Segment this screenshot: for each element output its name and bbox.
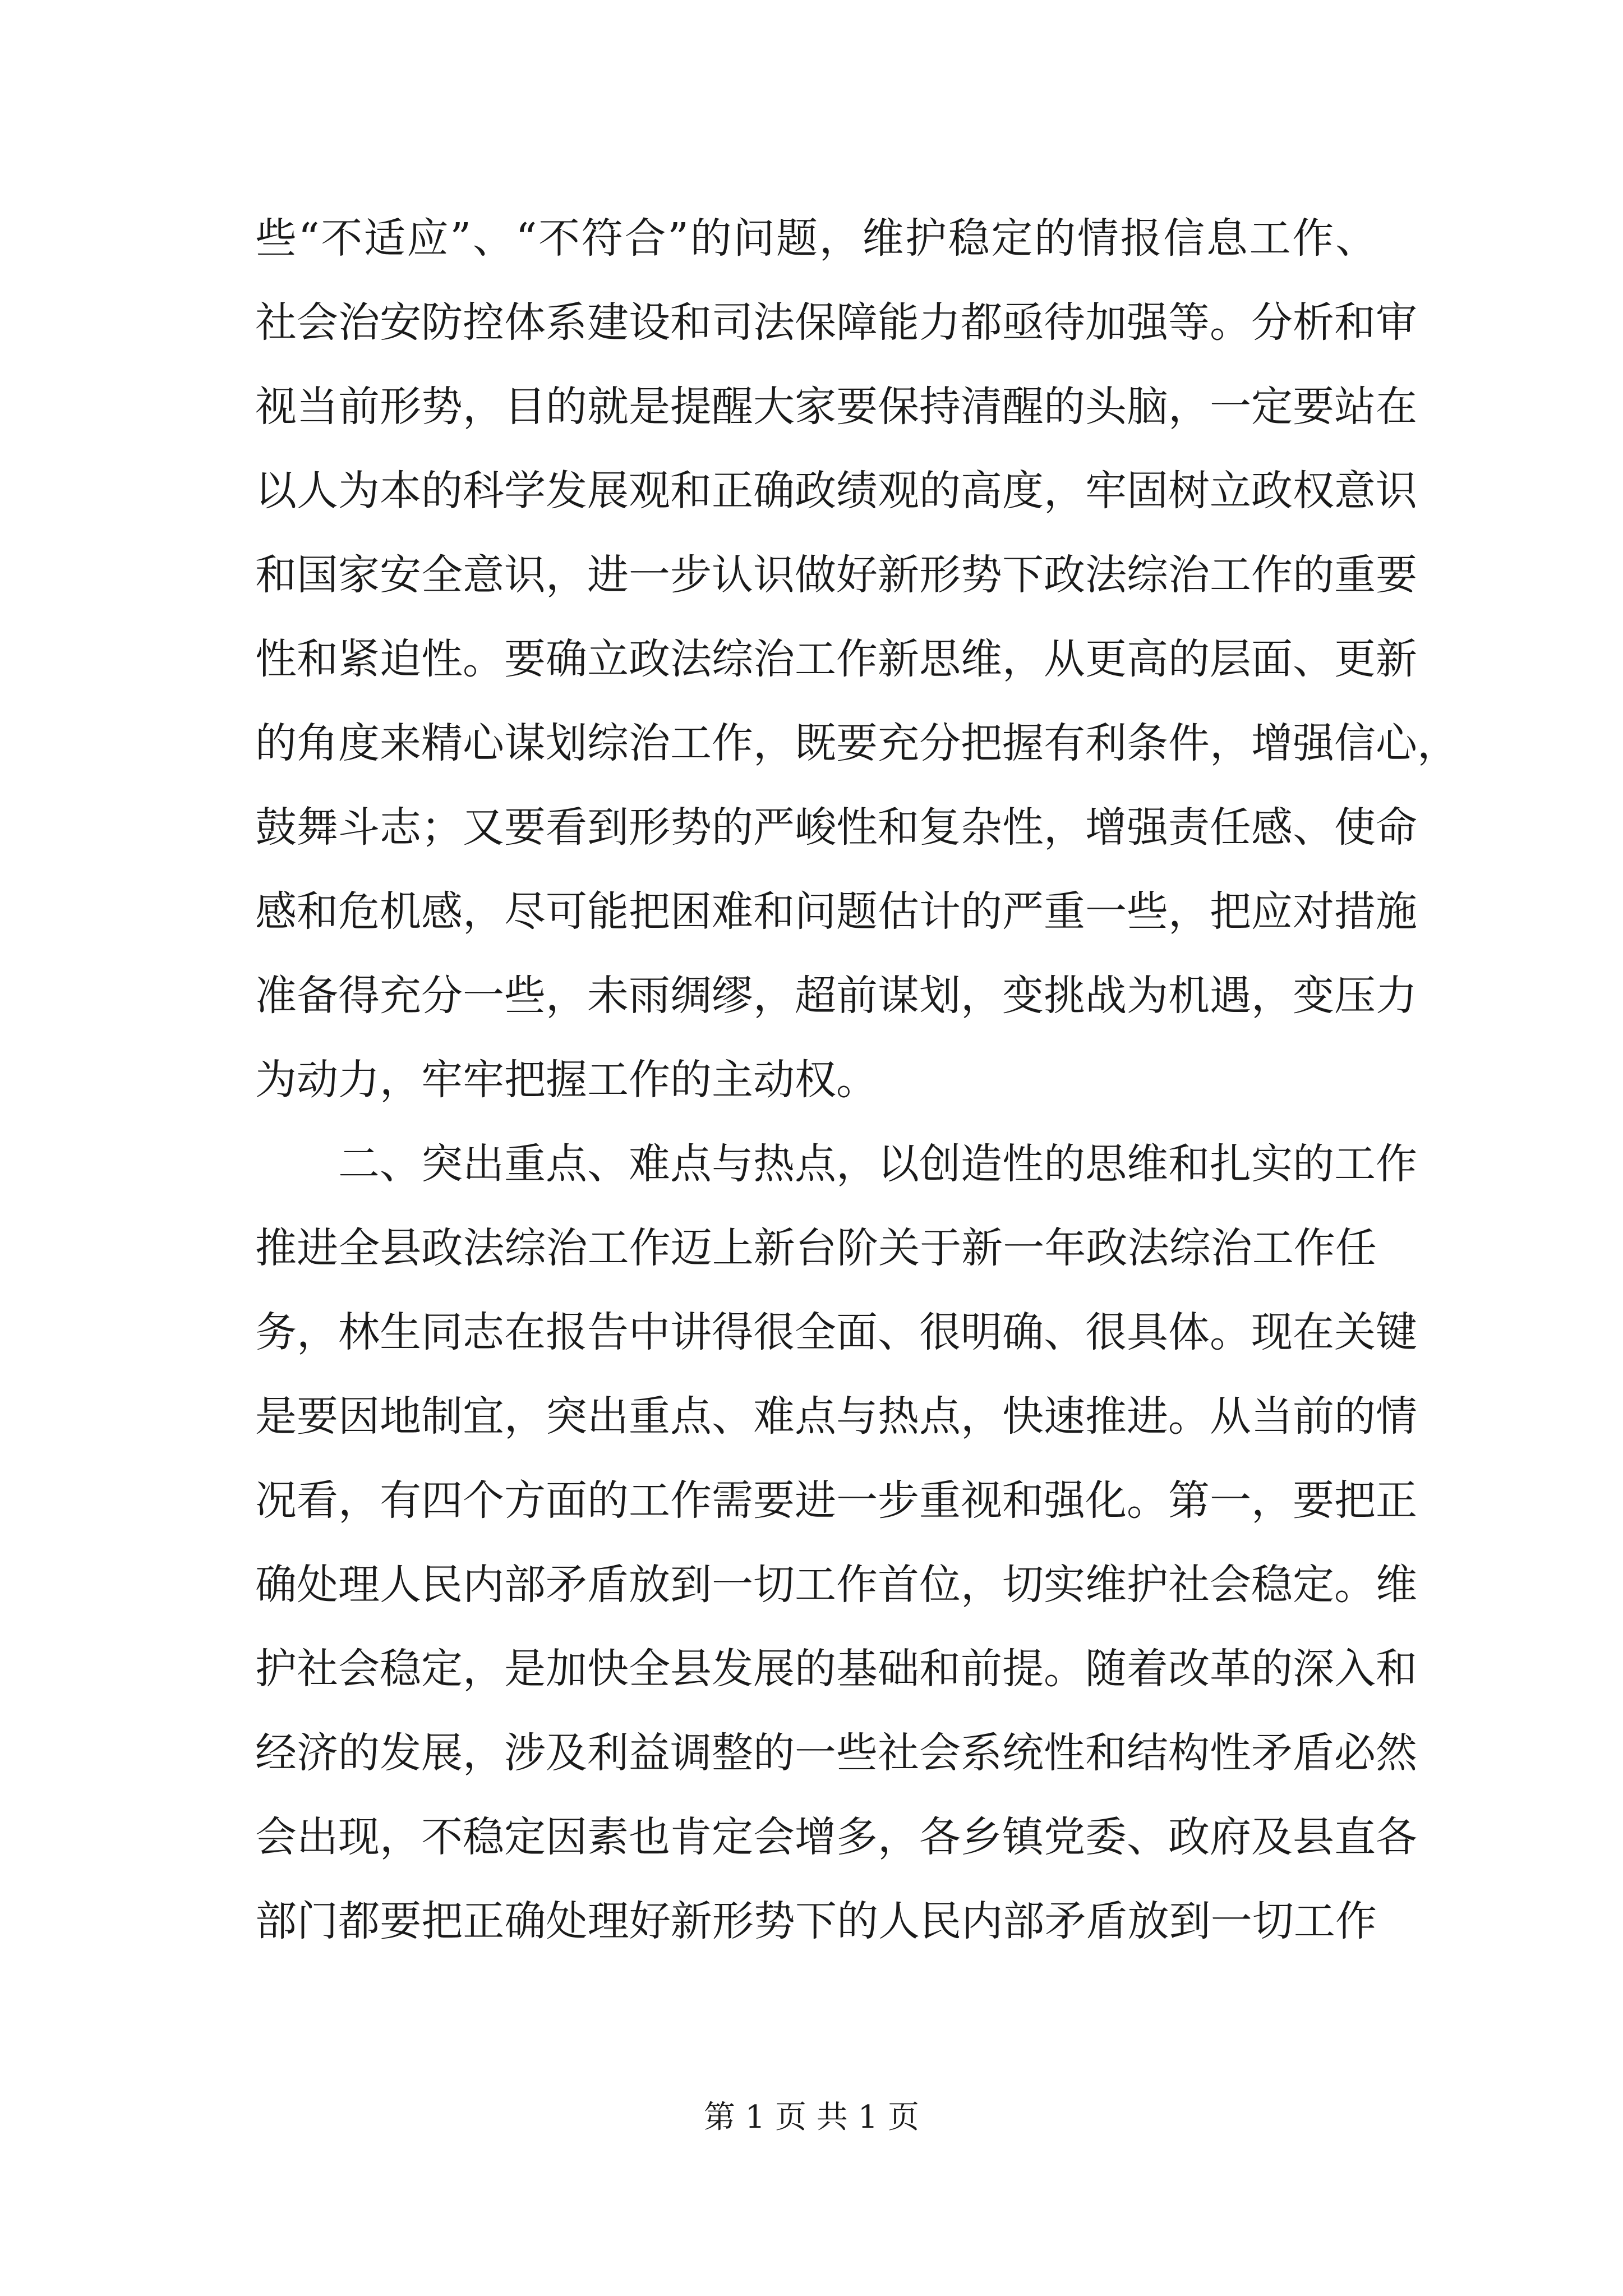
page-number-footer: 第 1 页 共 1 页 xyxy=(703,2099,920,2136)
text-line: 社会治安防控体系建设和司法保障能力都亟待加强等。分析和审 xyxy=(255,298,1417,347)
text-line: 经济的发展，涉及利益调整的一些社会系统性和结构性矛盾必然 xyxy=(255,1729,1417,1777)
text-line: 推进全县政法综治工作迈上新台阶关于新一年政法综治工作任 xyxy=(255,1224,1377,1272)
text-line: 护社会稳定，是加快全县发展的基础和前提。随着改革的深入和 xyxy=(255,1645,1417,1693)
text-line: 确处理人民内部矛盾放到一切工作首位，切实维护社会稳定。维 xyxy=(255,1561,1417,1609)
text-line: 视当前形势，目的就是提醒大家要保持清醒的头脑，一定要站在 xyxy=(255,383,1417,431)
text-line: 务，林生同志在报告中讲得很全面、很明确、很具体。现在关键 xyxy=(255,1308,1417,1356)
text-line: 鼓舞斗志；又要看到形势的严峻性和复杂性，增强责任感、使命 xyxy=(255,803,1417,852)
text-line: 些“不适应”、“不符合”的问题，维护稳定的情报信息工作、 xyxy=(255,214,1377,263)
text-line: 会出现，不稳定因素也肯定会增多，各乡镇党委、政府及县直各 xyxy=(255,1813,1417,1861)
section-heading-line: 二、突出重点、难点与热点，以创造性的思维和扎实的工作 xyxy=(338,1140,1417,1188)
text-line: 部门都要把正确处理好新形势下的人民内部矛盾放到一切工作 xyxy=(255,1897,1377,1945)
text-line: 准备得充分一些，未雨绸缪，超前谋划，变挑战为机遇，变压力 xyxy=(255,972,1417,1020)
text-line: 是要因地制宜，突出重点、难点与热点，快速推进。从当前的情 xyxy=(255,1392,1417,1441)
text-line: 和国家安全意识，进一步认识做好新形势下政法综治工作的重要 xyxy=(255,551,1417,599)
text-line: 性和紧迫性。要确立政法综治工作新思维，从更高的层面、更新 xyxy=(255,635,1417,683)
text-line: 感和危机感，尽可能把困难和问题估计的严重一些，把应对措施 xyxy=(255,887,1417,936)
text-line: 为动力，牢牢把握工作的主动权。 xyxy=(255,1056,878,1104)
text-line: 以人为本的科学发展观和正确政绩观的高度，牢固树立政权意识 xyxy=(255,467,1417,515)
text-line: 况看，有四个方面的工作需要进一步重视和强化。第一，要把正 xyxy=(255,1476,1417,1525)
text-line: 的角度来精心谋划综治工作，既要充分把握有利条件，增强信心， xyxy=(255,719,1459,767)
